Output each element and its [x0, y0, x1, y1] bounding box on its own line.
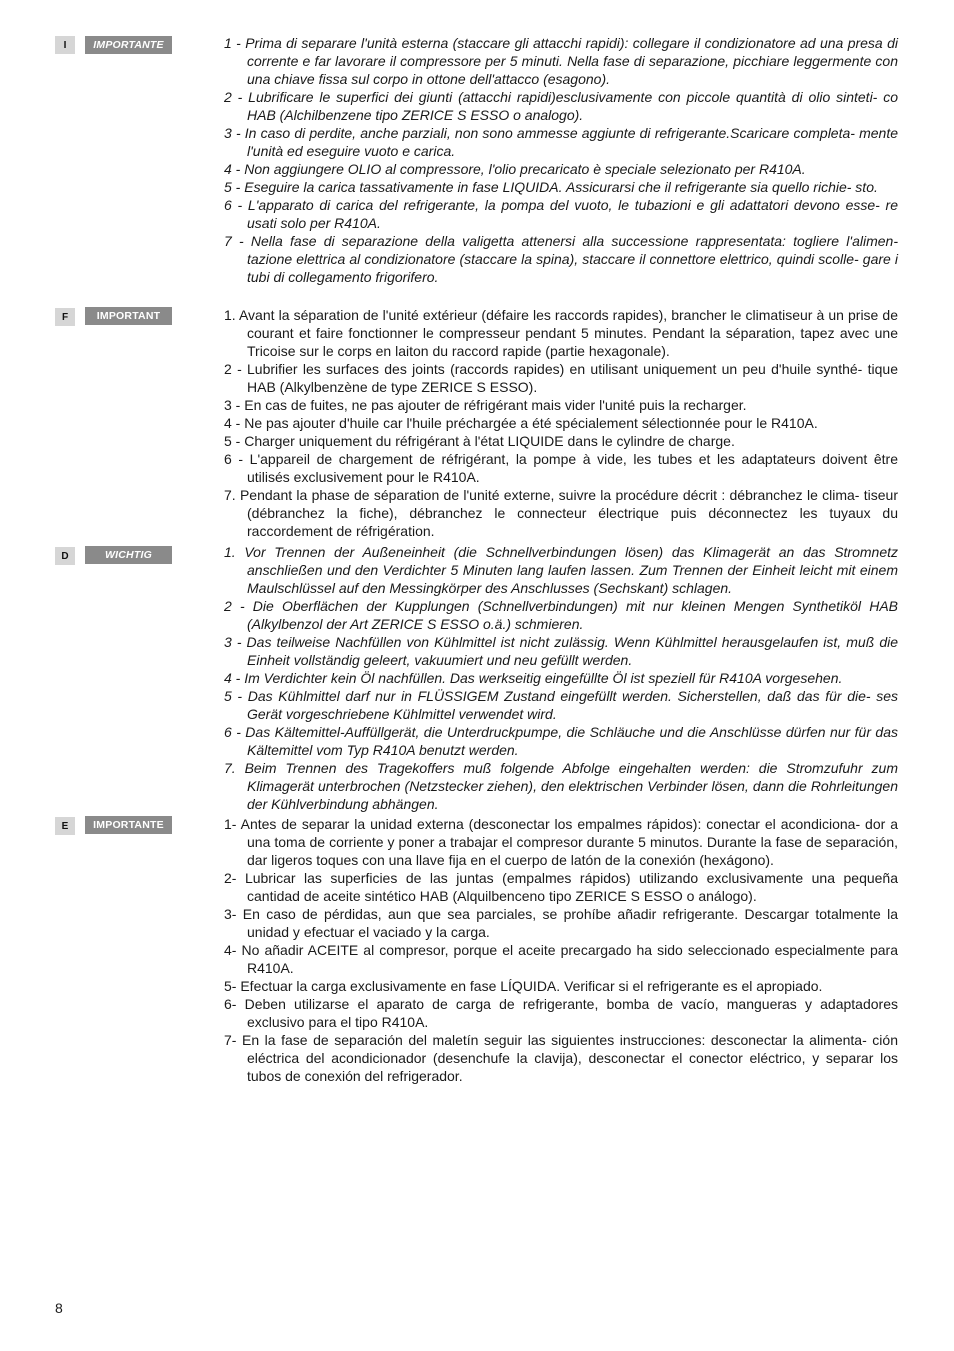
list-item: 2 - Die Oberflächen der Kupplungen (Schnellverbindungen) mit nur kleinen Mengen Synthetiköl HAB (Alkylbenzol der Art ZERICE S ESSO o.ä.) schmieren.: [224, 598, 898, 632]
list-item: 6- Deben utilizarse el aparato de carga de refrigerante, bomba de vacío, mangueras y adaptadores exclusivo para el tipo R410A.: [224, 996, 898, 1030]
important-label-italian: IMPORTANTE: [85, 36, 172, 54]
page-number: 8: [55, 1300, 63, 1316]
list-item: 2 - Lubrifier les surfaces des joints (raccords rapides) en utilisant uniquement un peu d'huile synthé- tique HAB (Alkylbenzène de type ZERICE S ESSO).: [224, 361, 898, 395]
list-item: 3 - In caso di perdite, anche parziali, non sono ammesse aggiunte di refrigerante.Scaricare completa- mente l'unità ed eseguire vuoto e carica.: [224, 125, 898, 159]
instruction-list-german: [224, 543, 898, 813]
instruction-list-french: [224, 306, 898, 540]
list-item: 1. Vor Trennen der Außeneinheit (die Schnellverbindungen lösen) das Klimagerät an das Stromnetz anschließen und den Verdichter 5 Minuten lang laufen lassen. Zum Trennen der Einheit leicht mit einem Maulschlüssel auf den Messingkörper des Anschlusses (Sechskant) schlagen.: [224, 544, 898, 596]
list-item: 1. Avant la séparation de l'unité extérieur (défaire les raccords rapides), brancher le climatiseur à un prise de courant et faire fonctionner le compresseur pendant 5 minutes. Pendant la séparation, tapez avec une Tricoise sur le corps en laiton du raccord rapide (partie hexagonale).: [224, 307, 898, 359]
list-item: 2- Lubricar las superficies de las juntas (empalmes rápidos) utilizando exclusivamente una pequeña cantidad de aceite sintético HAB (Alquilbenceno tipo ZERICE S ESSO o análogo).: [224, 870, 898, 904]
list-item: 6 - L'appareil de chargement de réfrigérant, la pompe à vide, les tubes et les adaptateurs doivent être utilisés exclusivement pour le R410A.: [224, 451, 898, 485]
list-item: 4- No añadir ACEITE al compresor, porque el aceite precargado ha sido seleccionado especialmente para R410A.: [224, 942, 898, 976]
list-item: 5 - Eseguire la carica tassativamente in fase LIQUIDA. Assicurarsi che il refrigerante sia quello richie- sto.: [224, 179, 878, 195]
important-label-spanish: IMPORTANTE: [85, 816, 172, 834]
list-item: 5 - Charger uniquement du réfrigérant à l'état LIQUIDE dans le cylindre de charge.: [224, 433, 735, 449]
list-item: 6 - Das Kältemittel-Auffüllgerät, die Unterdruckpumpe, die Schläuche und die Anschlüsse dürfen nur für das Kältemittel vom Typ R410A benutzt werden.: [224, 724, 898, 758]
list-item: 5 - Das Kühlmittel darf nur in FLÜSSIGEM Zustand eingefüllt werden. Sicherstellen, daß das für die- ses Gerät vorgeschriebene Kühlmittel verwendet wird.: [224, 688, 898, 722]
lang-code-french: F: [55, 308, 75, 326]
list-item: 4 - Ne pas ajouter d'huile car l'huile préchargée a été spécialement sélectionnée pour le R410A.: [224, 415, 818, 431]
list-item: 4 - Im Verdichter kein Öl nachfüllen. Das werkseitig eingefüllte Öl ist speziell für R410A vorgesehen.: [224, 670, 843, 686]
list-item: 7. Beim Trennen des Tragekoffers muß folgende Abfolge eingehalten werden: die Stromzufuhr zum Klimagerät unterbrochen (Netzstecker ziehen), den elektrischen Verbinder lösen, dann die Rohrleitungen der Kühlverbindung abhängen.: [224, 760, 898, 812]
list-item: 3- En caso de pérdidas, aun que sea parciales, se prohíbe añadir refrigerante. Descargar totalmente la unidad y efectuar el vaciado y la carga.: [224, 906, 898, 940]
instruction-list-italian: [224, 34, 898, 286]
list-item: 7 - Nella fase di separazione della valigetta attenersi alla successione rappresentata: togliere l'alimen- tazione elettrica al condizionatore (staccare la spina), staccare il connettore elettrico, quindi scolle- gare i tubi di collegamento frigorifero.: [224, 233, 898, 285]
list-item: 7- En la fase de separación del maletín seguir las siguientes instrucciones: desconectar la alimenta- ción eléctrica del acondicionador (desenchufe la clavija), desconectar el conector eléctrico, y separar los tubos de conexión del refrigerador.: [224, 1032, 898, 1084]
lang-code-spanish: E: [55, 817, 75, 835]
list-item: 1- Antes de separar la unidad externa (desconectar los empalmes rápidos): conectar el acondiciona- dor a una toma de corriente y poner a trabajar el compresor durante 5 minutos. Durante la fase de separación, dar ligeros toques con una llave fija en el cuerpo de latón de la conexión (hexágono).: [224, 816, 898, 868]
list-item: 1 - Prima di separare l'unità esterna (staccare gli attacchi rapidi): collegare il condizionatore ad una presa di corrente e far lavorare il compressore per 5 minuti. Nella fase di separazione, picchiare leggermente con una chiave fissa sul corpo in ottone dell'attacco (esagono).: [224, 35, 898, 87]
important-label-german: WICHTIG: [85, 546, 172, 564]
list-item: 3 - Das teilweise Nachfüllen von Kühlmittel ist nicht zulässig. Wenn Kühlmittel herausgelaufen ist, muß die Einheit vollständig geleert, vakuumiert und neu gefüllt werden.: [224, 634, 898, 668]
list-item: 2 - Lubrificare le superfici dei giunti (attacchi rapidi)esclusivamente con piccole quantità di olio sinteti- co HAB (Alchilbenzene tipo ZERICE S ESSO o analogo).: [224, 89, 898, 123]
lang-code-italian: I: [55, 36, 75, 54]
important-label-french: IMPORTANT: [85, 307, 172, 325]
lang-code-german: D: [55, 547, 75, 565]
list-item: 4 - Non aggiungere OLIO al compressore, l'olio precaricato è speciale selezionato per R410A.: [224, 161, 806, 177]
list-item: 7. Pendant la phase de séparation de l'unité externe, suivre la procédure décrit : débranchez le clima- tiseur (débranchez la fiche), débranchez le connecteur électrique puis déconnectez les tuyaux du raccordement de réfrigération.: [224, 487, 898, 539]
list-item: 6 - L'apparato di carica del refrigerante, la pompa del vuoto, le tubazioni e gli adattatori devono esse- re usati solo per R410A.: [224, 197, 898, 231]
list-item: 3 - En cas de fuites, ne pas ajouter de réfrigérant mais vider l'unité puis la recharger.: [224, 397, 747, 413]
list-item: 5- Efectuar la carga exclusivamente en fase LÍQUIDA. Verificar si el refrigerante es el apropiado.: [224, 978, 823, 994]
instruction-list-spanish: [224, 815, 898, 1085]
